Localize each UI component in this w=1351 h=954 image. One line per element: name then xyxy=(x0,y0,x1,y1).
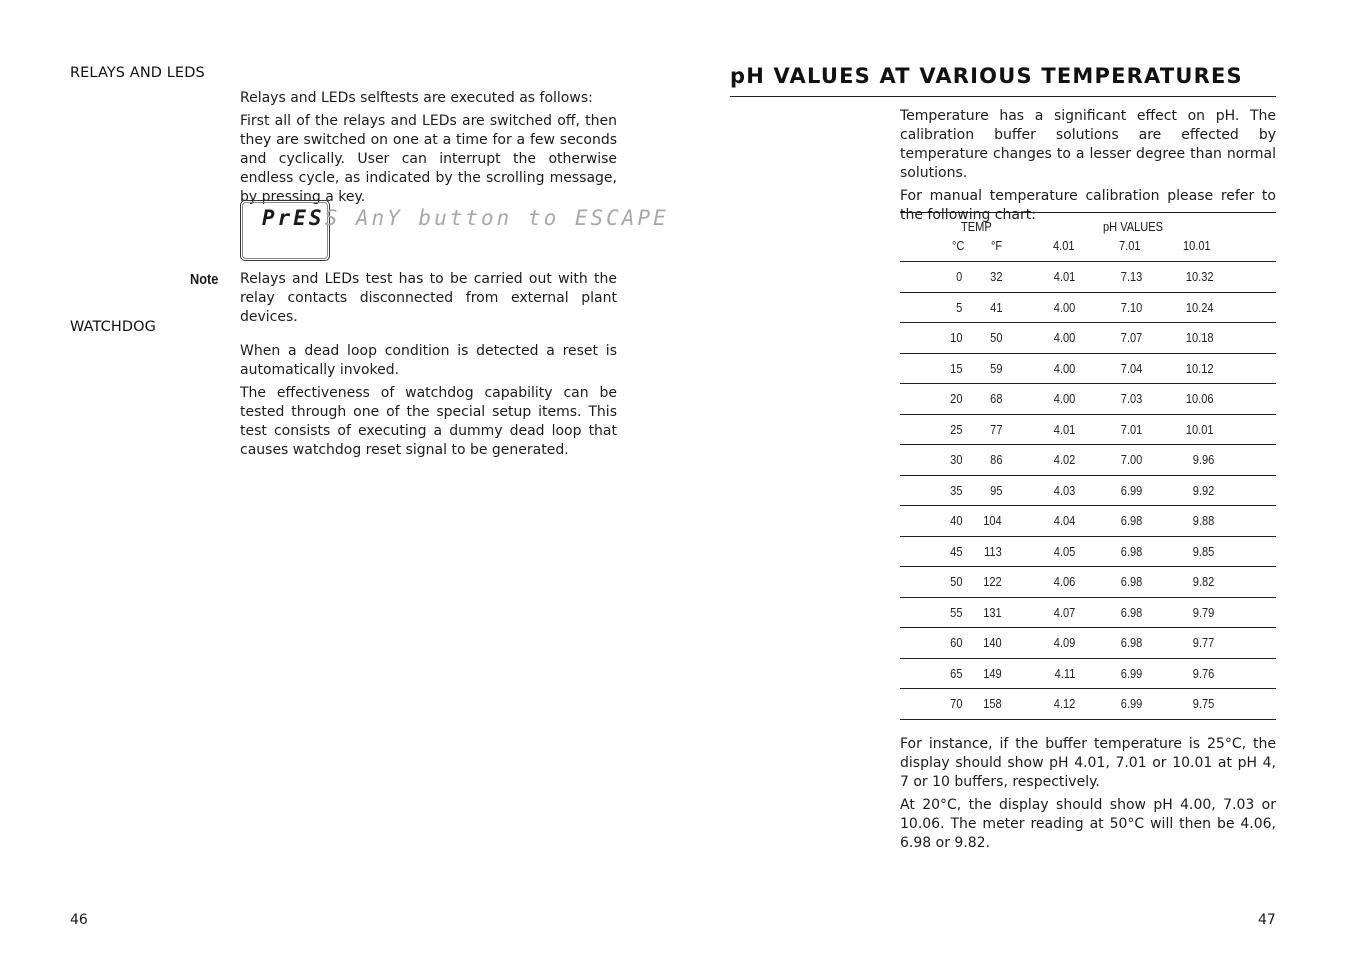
table-row xyxy=(900,689,1276,720)
relays-body xyxy=(240,89,617,211)
intro-paragraph: Temperature has a significant effect on pH. The calibration buffer solutions are effected by temperature changes to a lesser degree than normal solutions. xyxy=(900,108,1276,181)
cell-value: 10.24 xyxy=(1186,299,1214,315)
table-cell-filler xyxy=(1214,628,1276,659)
lcd-scroll-text: S AnY button to ESCAPE xyxy=(324,206,669,230)
table-cell xyxy=(1002,689,1075,720)
cell-value: 4.00 xyxy=(1053,391,1075,407)
cell-value: 4.07 xyxy=(1053,604,1075,620)
cell-value: 5 xyxy=(955,299,962,315)
table-cell xyxy=(1002,658,1075,689)
watchdog-paragraph: The effectiveness of watchdog capability can be tested through one of the special setup items. This test consists of executing a dummy dead loop that causes watchdog reset signal to be generated. xyxy=(240,385,617,458)
table-cell xyxy=(962,262,1002,292)
table-cell xyxy=(1142,628,1214,659)
cell-value: 15 xyxy=(949,360,962,376)
cell-value: 45 xyxy=(949,543,962,559)
table-cell-filler xyxy=(1214,445,1276,476)
table-cell xyxy=(1002,262,1075,292)
outro-body xyxy=(900,735,1276,857)
outro-paragraph: At 20°C, the display should show pH 4.00, 7.03 or 10.06. The meter reading at 50°C will then be 4.06, 6.98 or 9.82. xyxy=(900,797,1276,851)
cell-value: 4.01 xyxy=(1053,269,1075,285)
relays-paragraph: Relays and LEDs selftests are executed as follows: xyxy=(240,90,593,106)
table-cell xyxy=(962,506,1002,537)
note-body xyxy=(240,270,617,331)
table-row xyxy=(900,536,1276,567)
table-cell xyxy=(900,689,962,720)
table-cell xyxy=(1075,353,1142,384)
table-cell xyxy=(962,475,1002,506)
cell-value: 140 xyxy=(983,635,1002,651)
table-cell xyxy=(1142,414,1214,445)
table-cell xyxy=(1142,567,1214,598)
table-cell xyxy=(1142,475,1214,506)
relays-heading: RELAYS AND LEDS xyxy=(70,65,205,81)
table-cell-filler xyxy=(1214,384,1276,415)
cell-value: 6.98 xyxy=(1120,574,1142,590)
cell-value: 59 xyxy=(989,360,1002,376)
cell-value: 40 xyxy=(949,513,962,529)
cell-value: 104 xyxy=(983,513,1002,529)
table-cell xyxy=(962,689,1002,720)
table-row xyxy=(900,628,1276,659)
intro-body xyxy=(900,107,1276,229)
cell-value: 60 xyxy=(949,635,962,651)
cell-value: 4.11 xyxy=(1054,665,1075,681)
table-row xyxy=(900,658,1276,689)
table-cell xyxy=(1002,292,1075,323)
table-cell xyxy=(900,262,962,292)
table-cell xyxy=(1142,597,1214,628)
table-cell xyxy=(900,567,962,598)
cell-value: 131 xyxy=(983,604,1002,620)
table-cell xyxy=(1002,536,1075,567)
cell-value: 9.77 xyxy=(1192,635,1214,651)
temp-group-header: TEMP xyxy=(961,219,992,234)
cell-value: 50 xyxy=(949,574,962,590)
col-celsius: °C xyxy=(952,238,965,253)
table-cell xyxy=(1142,353,1214,384)
cell-value: 50 xyxy=(989,330,1002,346)
table-cell xyxy=(1142,292,1214,323)
table-cell xyxy=(962,628,1002,659)
table-cell-filler xyxy=(1214,475,1276,506)
col-fahrenheit: °F xyxy=(991,238,1003,253)
cell-value: 65 xyxy=(949,665,962,681)
table-cell xyxy=(962,536,1002,567)
cell-value: 10 xyxy=(949,330,962,346)
cell-value: 9.79 xyxy=(1192,604,1214,620)
cell-value: 32 xyxy=(989,269,1002,285)
cell-value: 4.00 xyxy=(1053,299,1075,315)
table-cell xyxy=(900,597,962,628)
cell-value: 113 xyxy=(984,543,1002,559)
cell-value: 41 xyxy=(989,299,1002,315)
table-cell xyxy=(900,506,962,537)
cell-value: 10.06 xyxy=(1186,391,1214,407)
table-cell-filler xyxy=(1214,323,1276,354)
table-cell xyxy=(1075,536,1142,567)
relays-paragraph: First all of the relays and LEDs are switched off, then they are switched on one at a time for a few seconds and cyclically. User can interrupt the otherwise endless cycle, as indicated by the scrolling message, by pressing a key. xyxy=(240,113,617,205)
table-cell xyxy=(1002,445,1075,476)
cell-value: 35 xyxy=(949,482,962,498)
table-cell xyxy=(962,323,1002,354)
table-cell xyxy=(1142,536,1214,567)
table-cell xyxy=(962,384,1002,415)
table-cell xyxy=(1075,292,1142,323)
table-cell xyxy=(900,292,962,323)
table-cell xyxy=(962,292,1002,323)
table-cell xyxy=(1142,658,1214,689)
table-cell xyxy=(962,567,1002,598)
lcd-scroll-message xyxy=(262,206,669,230)
table-cell xyxy=(1002,506,1075,537)
table-cell xyxy=(1002,323,1075,354)
table-cell xyxy=(1002,384,1075,415)
cell-value: 9.88 xyxy=(1192,513,1214,529)
cell-value: 7.10 xyxy=(1120,299,1142,315)
cell-value: 9.85 xyxy=(1192,543,1214,559)
table-cell-filler xyxy=(1214,262,1276,292)
table-cell xyxy=(1075,445,1142,476)
cell-value: 70 xyxy=(949,696,962,712)
cell-value: 0 xyxy=(955,269,962,285)
table-cell-filler xyxy=(1214,658,1276,689)
table-cell xyxy=(1002,567,1075,598)
table-row xyxy=(900,506,1276,537)
table-cell xyxy=(1142,506,1214,537)
table-cell xyxy=(1142,689,1214,720)
page-number-left: 46 xyxy=(70,912,88,928)
ph-table xyxy=(900,262,1276,720)
cell-value: 7.07 xyxy=(1120,330,1142,346)
table-cell xyxy=(1075,506,1142,537)
table-cell xyxy=(1002,628,1075,659)
cell-value: 4.02 xyxy=(1053,452,1075,468)
cell-value: 4.00 xyxy=(1053,330,1075,346)
cell-value: 9.82 xyxy=(1192,574,1214,590)
cell-value: 7.03 xyxy=(1120,391,1142,407)
table-cell xyxy=(1075,628,1142,659)
table-cell xyxy=(1142,445,1214,476)
table-cell xyxy=(900,384,962,415)
cell-value: 7.13 xyxy=(1120,269,1142,285)
table-cell-filler xyxy=(1214,353,1276,384)
table-cell xyxy=(962,658,1002,689)
cell-value: 4.00 xyxy=(1053,360,1075,376)
col-ph-701: 7.01 xyxy=(1119,238,1141,253)
table-cell-filler xyxy=(1214,536,1276,567)
cell-value: 4.01 xyxy=(1053,421,1075,437)
cell-value: 20 xyxy=(949,391,962,407)
table-cell xyxy=(1002,475,1075,506)
table-top-rule xyxy=(900,212,1276,213)
cell-value: 10.12 xyxy=(1186,360,1214,376)
table-cell-filler xyxy=(1214,567,1276,598)
table-cell xyxy=(962,445,1002,476)
table-cell xyxy=(1075,323,1142,354)
note-label: Note xyxy=(189,271,218,288)
table-row xyxy=(900,262,1276,292)
lcd-visible-text: PrES xyxy=(262,206,325,230)
cell-value: 6.99 xyxy=(1120,482,1142,498)
table-cell xyxy=(900,475,962,506)
watchdog-paragraph: When a dead loop condition is detected a reset is automatically invoked. xyxy=(240,343,617,378)
table-cell xyxy=(1075,414,1142,445)
table-cell-filler xyxy=(1214,597,1276,628)
table-cell-filler xyxy=(1214,292,1276,323)
cell-value: 4.06 xyxy=(1053,574,1075,590)
cell-value: 4.04 xyxy=(1053,513,1075,529)
table-row xyxy=(900,292,1276,323)
table-cell xyxy=(1075,384,1142,415)
note-text: Relays and LEDs test has to be carried out with the relay contacts disconnected from external plant devices. xyxy=(240,271,617,325)
table-row xyxy=(900,597,1276,628)
table-cell xyxy=(1002,597,1075,628)
cell-value: 6.98 xyxy=(1120,543,1142,559)
table-cell xyxy=(900,353,962,384)
table-cell xyxy=(900,323,962,354)
table-row xyxy=(900,567,1276,598)
table-cell xyxy=(1075,597,1142,628)
page-number-right: 47 xyxy=(1258,912,1276,928)
cell-value: 25 xyxy=(949,421,962,437)
table-row xyxy=(900,384,1276,415)
table-cell xyxy=(900,445,962,476)
table-cell xyxy=(900,658,962,689)
cell-value: 7.00 xyxy=(1120,452,1142,468)
cell-value: 30 xyxy=(949,452,962,468)
cell-value: 68 xyxy=(989,391,1002,407)
cell-value: 6.98 xyxy=(1120,604,1142,620)
table-row xyxy=(900,414,1276,445)
table-cell xyxy=(962,597,1002,628)
cell-value: 4.03 xyxy=(1053,482,1075,498)
table-cell-filler xyxy=(1214,414,1276,445)
table-row xyxy=(900,475,1276,506)
cell-value: 77 xyxy=(989,421,1002,437)
cell-value: 158 xyxy=(983,696,1002,712)
table-cell xyxy=(962,414,1002,445)
table-cell xyxy=(1142,323,1214,354)
cell-value: 4.05 xyxy=(1053,543,1075,559)
cell-value: 95 xyxy=(989,482,1002,498)
cell-value: 149 xyxy=(983,665,1002,681)
table-cell xyxy=(1002,414,1075,445)
cell-value: 6.98 xyxy=(1120,635,1142,651)
table-cell xyxy=(1002,353,1075,384)
cell-value: 6.99 xyxy=(1120,696,1142,712)
table-row xyxy=(900,445,1276,476)
outro-paragraph: For instance, if the buffer temperature is 25°C, the display should show pH 4.01, 7.01 or 10.01 at pH 4, 7 or 10 buffers, respectively. xyxy=(900,736,1276,790)
ph-group-header: pH VALUES xyxy=(1103,219,1163,234)
table-row xyxy=(900,323,1276,354)
intro-paragraph: For manual temperature calibration please refer to the following chart: xyxy=(900,188,1276,223)
cell-value: 10.18 xyxy=(1186,330,1214,346)
table-cell xyxy=(1075,475,1142,506)
table-cell xyxy=(900,628,962,659)
table-cell xyxy=(900,536,962,567)
cell-value: 9.75 xyxy=(1192,696,1214,712)
cell-value: 4.12 xyxy=(1053,696,1075,712)
watchdog-body xyxy=(240,342,617,464)
cell-value: 10.32 xyxy=(1186,269,1214,285)
cell-value: 7.01 xyxy=(1120,421,1142,437)
cell-value: 9.96 xyxy=(1192,452,1214,468)
cell-value: 9.92 xyxy=(1192,482,1214,498)
cell-value: 86 xyxy=(989,452,1002,468)
cell-value: 9.76 xyxy=(1192,665,1214,681)
table-cell-filler xyxy=(1214,506,1276,537)
cell-value: 4.09 xyxy=(1053,635,1075,651)
table-cell xyxy=(900,414,962,445)
cell-value: 6.98 xyxy=(1120,513,1142,529)
col-ph-1001: 10.01 xyxy=(1183,238,1211,253)
table-cell xyxy=(1075,689,1142,720)
table-row xyxy=(900,353,1276,384)
title-rule xyxy=(730,96,1276,97)
cell-value: 6.99 xyxy=(1120,665,1142,681)
cell-value: 7.04 xyxy=(1120,360,1142,376)
table-cell xyxy=(1142,384,1214,415)
cell-value: 55 xyxy=(949,604,962,620)
cell-value: 122 xyxy=(983,574,1002,590)
table-cell-filler xyxy=(1214,689,1276,720)
table-cell xyxy=(1075,262,1142,292)
page-title: pH VALUES AT VARIOUS TEMPERATURES xyxy=(730,64,1243,88)
col-ph-401: 4.01 xyxy=(1053,238,1075,253)
table-cell xyxy=(1075,567,1142,598)
table-cell xyxy=(962,353,1002,384)
cell-value: 10.01 xyxy=(1186,421,1214,437)
watchdog-heading: WATCHDOG xyxy=(70,319,156,335)
table-cell xyxy=(1142,262,1214,292)
table-cell xyxy=(1075,658,1142,689)
